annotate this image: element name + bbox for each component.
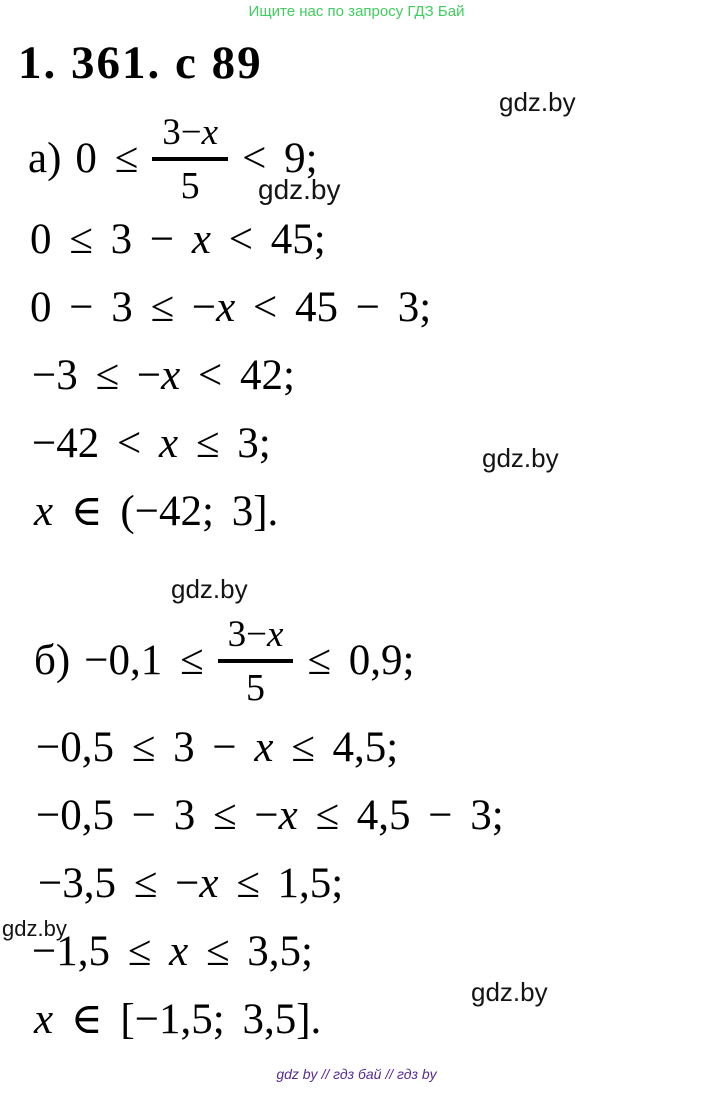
part-b-left-expression: −0,1 ≤ [84, 636, 204, 684]
exercise-title: 1. 361. с 89 [18, 37, 263, 89]
part-a-answer: x ∈ (−42; 3]. [34, 488, 279, 535]
part-b-label: б) [34, 636, 71, 684]
watermark-gdzby-mid-right: gdz.by [482, 443, 559, 473]
part-a-step-4: −42 < x ≤ 3; [32, 420, 271, 467]
part-a-fraction-denominator: 5 [180, 165, 200, 207]
part-b-fraction-denominator: 5 [245, 667, 265, 709]
watermark-gdzby-left: gdz.by [2, 916, 67, 941]
part-a-first-inequality [28, 112, 318, 205]
watermark-gdzby-fraction: gdz.by [258, 174, 341, 205]
part-b-right-expression: ≤ 0,9; [307, 636, 415, 684]
part-b-first-inequality [34, 614, 414, 707]
part-a-right-expression: < 9; [242, 134, 318, 182]
part-b-fraction-numerator: 3−x [218, 614, 294, 663]
watermark-gdzby-top-right: gdz.by [499, 87, 576, 117]
part-b-answer: x ∈ [−1,5; 3,5]. [34, 996, 322, 1043]
part-b-step-3: −3,5 ≤ −x ≤ 1,5; [38, 860, 344, 907]
footer-links: gdz by // гдз бай // гдз by [276, 1066, 437, 1082]
part-a-step-2: 0 − 3 ≤ −x < 45 − 3; [30, 284, 432, 331]
part-b-step-2: −0,5 − 3 ≤ −x ≤ 4,5 − 3; [36, 792, 504, 839]
part-a-step-3: −3 ≤ −x < 42; [32, 352, 295, 399]
part-b-step-4: −1,5 ≤ x ≤ 3,5; [32, 928, 313, 975]
part-a-label: а) [28, 134, 62, 182]
part-a-step-1: 0 ≤ 3 − x < 45; [30, 216, 326, 263]
part-a-left-expression: 0 ≤ [75, 134, 139, 182]
watermark-gdzby-center: gdz.by [171, 574, 248, 604]
header-notice: Ищите нас по запросу ГДЗ Бай [248, 3, 465, 20]
part-b-step-1: −0,5 ≤ 3 − x ≤ 4,5; [36, 724, 399, 771]
part-b-fraction [218, 614, 294, 707]
part-a-fraction-numerator: 3−x [152, 112, 228, 161]
part-a-fraction [152, 112, 228, 205]
watermark-gdzby-bottom-right: gdz.by [471, 977, 548, 1007]
